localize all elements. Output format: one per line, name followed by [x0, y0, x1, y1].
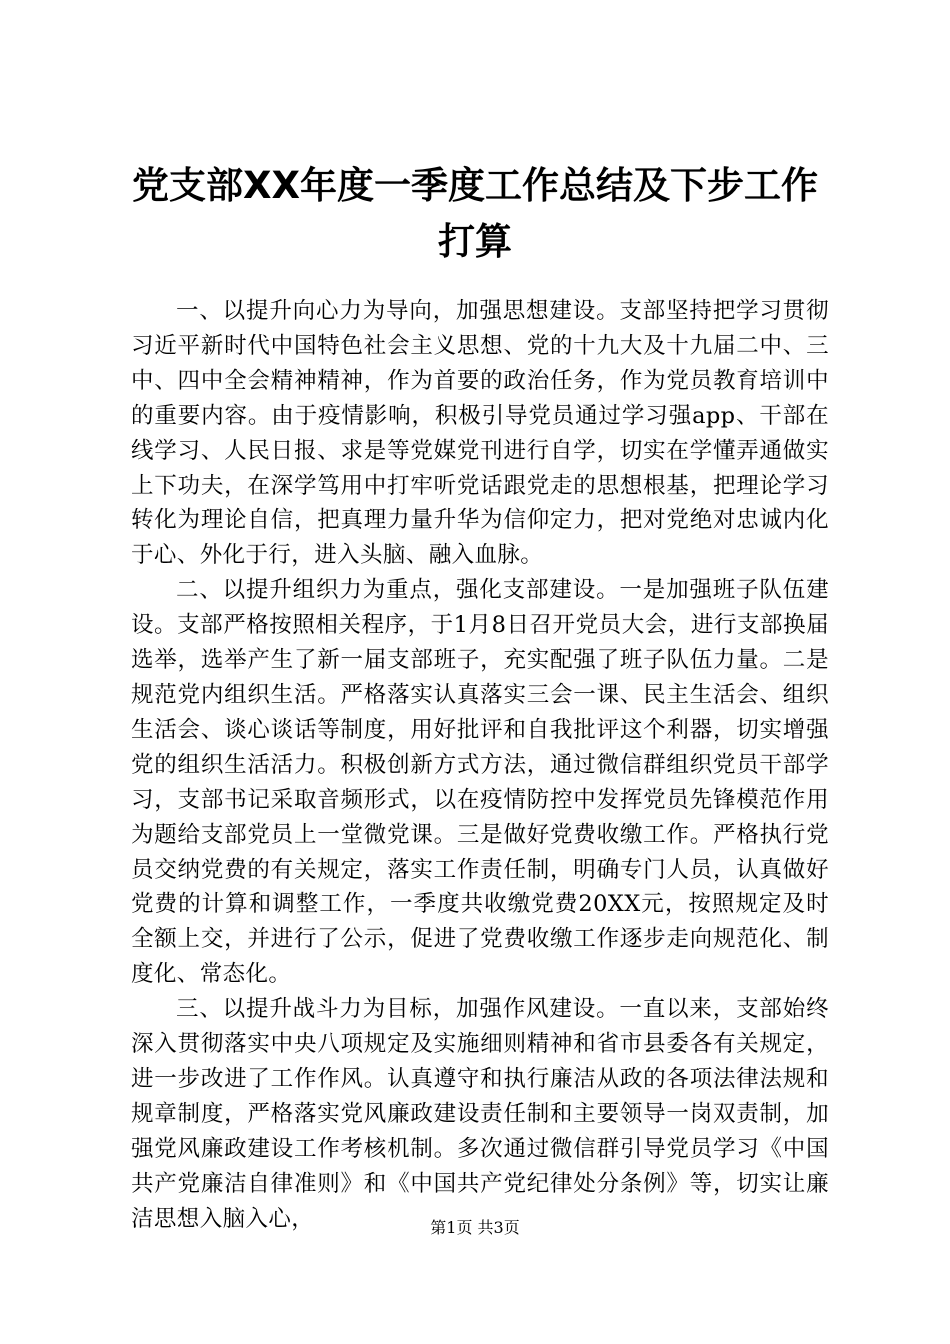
paragraph-work-style-building: 三、以提升战斗力为目标，加强作风建设。一直以来，支部始终深入贯彻落实中央八项规定及实施细则精神和省市县委各有关规定，进一步改进了工作作风。认真遵守和执行廉洁从政的各项法律法规和规章制度，严格落实党风廉政建设责任制和主要领导一岗双责制，加强党风廉政建设工作考核机制。多次通过微信群引导党员学习《中国共产党廉洁自律准则》和《中国共产党纪律处分条例》等，切实让廉洁思想入脑入心，: [131, 996, 829, 1232]
document-title: 党支部XX年度一季度工作总结及下步工作打算: [131, 164, 819, 263]
paragraph-branch-building: 二、以提升组织力为重点，强化支部建设。一是加强班子队伍建设。支部严格按照相关程序，于1月8日召开党员大会，进行支部换届选举，选举产生了新一届支部班子，充实配强了班子队伍力量。二是规范党内组织生活。严格落实认真落实三会一课、民主生活会、组织生活会、谈心谈话等制度，用好批评和自我批评这个利器，切实增强党的组织生活活力。积极创新方式方法，通过微信群组织党员干部学习，支部书记采取音频形式，以在疫情防控中发挥党员先锋模范作用为题给支部党员上一堂微党课。三是做好党费收缴工作。严格执行党员交纳党费的有关规定，落实工作责任制，明确专门人员，认真做好党费的计算和调整工作，一季度共收缴党费20XX元，按照规定及时全额上交，并进行了公示，促进了党费收缴工作逐步走向规范化、制度化、常态化。: [131, 577, 829, 988]
page-footer: 第1页 共3页: [430, 1218, 520, 1237]
document-body: [131, 294, 829, 1236]
paragraph-ideology-building: 一、以提升向心力为导向，加强思想建设。支部坚持把学习贯彻习近平新时代中国特色社会主义思想、党的十九大及十九届二中、三中、四中全会精神精神，作为首要的政治任务，作为党员教育培训中的重要内容。由于疫情影响，积极引导党员通过学习强app、干部在线学习、人民日报、求是等党媒党刊进行自学，切实在学懂弄通做实上下功夫，在深学笃用中打牢听党话跟党走的思想根基，把理论学习转化为理论自信，把真理力量升华为信仰定力，把对党绝对忠诚内化于心、外化于行，进入头脑、融入血脉。: [131, 298, 829, 569]
